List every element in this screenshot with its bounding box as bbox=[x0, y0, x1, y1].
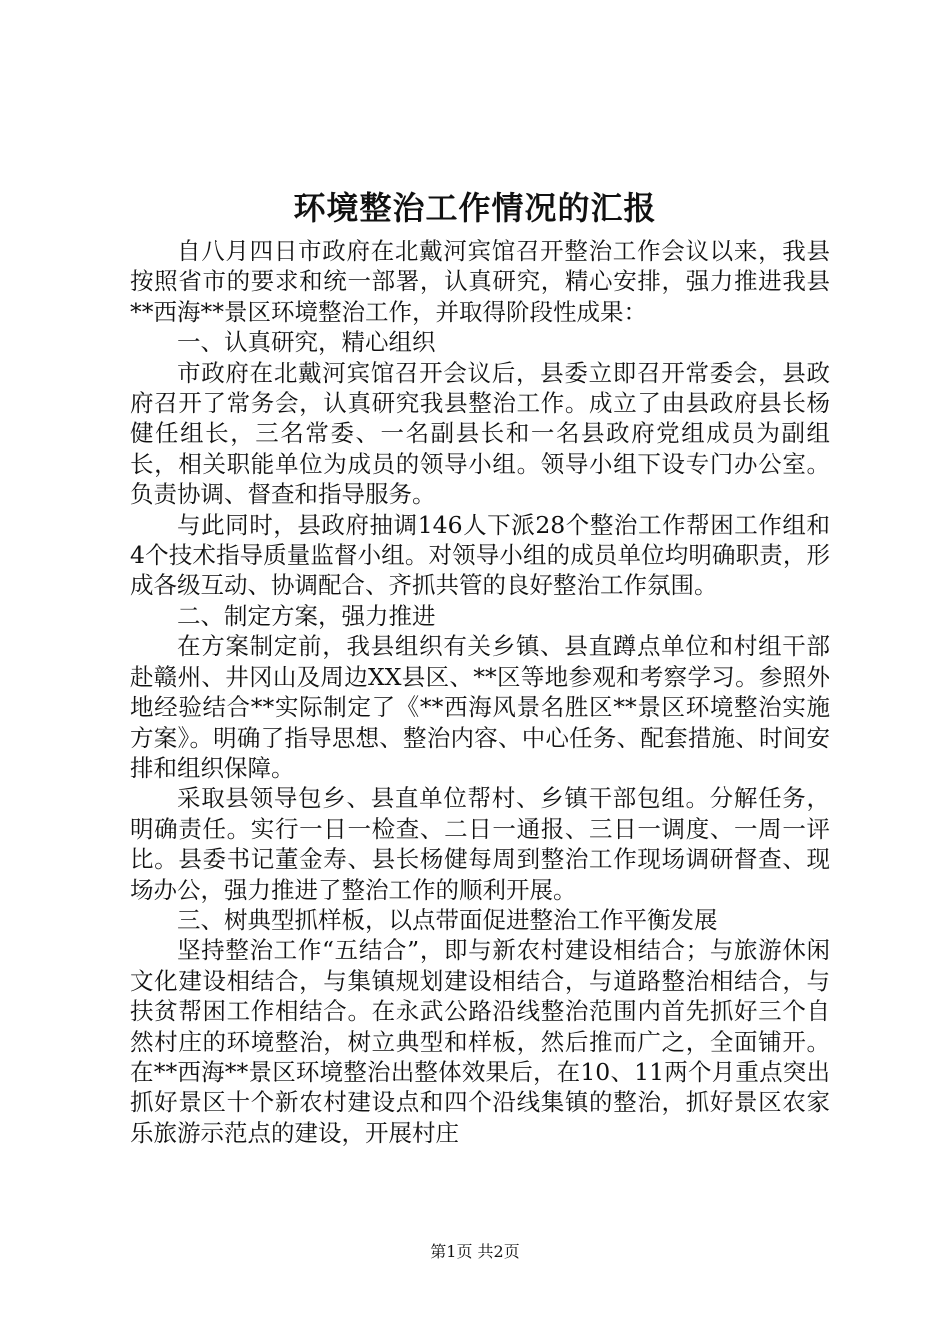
paragraph-section-1b: 与此同时，县政府抽调146人下派28个整治工作帮困工作组和4个技术指导质量监督小组。对领导小组的成员单位均明确职责，形成各级互动、协调配合、齐抓共管的良好整治工作氛围。 bbox=[130, 510, 830, 600]
page-footer: 第1页 共2页 bbox=[430, 1242, 520, 1261]
paragraph-section-1a: 市政府在北戴河宾馆召开会议后，县委立即召开常委会，县政府召开了常务会，认真研究我县整治工作。成立了由县政府县长杨健任组长，三名常委、一名副县长和一名县政府党组成员为副组长，相关职能单位为成员的领导小组。领导小组下设专门办公室。负责协调、督查和指导服务。 bbox=[130, 358, 830, 509]
paragraph-intro: 自八月四日市政府在北戴河宾馆召开整治工作会议以来，我县按照省市的要求和统一部署，认真研究，精心安排，强力推进我县**西海**景区环境整治工作，并取得阶段性成果： bbox=[130, 237, 830, 326]
section-heading-1: 一、认真研究，精心组织 bbox=[177, 328, 436, 357]
section-heading-3: 三、树典型抓样板，以点带面促进整治工作平衡发展 bbox=[177, 905, 718, 934]
paragraph-section-2a: 在方案制定前，我县组织有关乡镇、县直蹲点单位和村组干部赴赣州、井冈山及周边XX县区、**区等地参观和考察学习。参照外地经验结合**实际制定了《**西海风景名胜区**景区环境整治实施方案》。明确了指导思想、整治内容、中心任务、配套措施、时间安排和组织保障。 bbox=[130, 632, 830, 782]
paragraph-section-3a: 坚持整治工作“五结合”，即与新农村建设相结合；与旅游休闲文化建设相结合，与集镇规划建设相结合，与道路整治相结合，与扶贫帮困工作相结合。在永武公路沿线整治范围内首先抓好三个自然村庄的环境整治，树立典型和样板，然后推而广之，全面铺开。在**西海**景区环境整治出整体效果后，在10、11两个月重点突出抓好景区十个新农村建设点和四个沿线集镇的整治，抓好景区农家乐旅游示范点的建设，开展村庄 bbox=[130, 936, 830, 1147]
document-body bbox=[130, 236, 830, 1148]
document-title: 环境整治工作情况的汇报 bbox=[293, 189, 657, 227]
paragraph-section-2b: 采取县领导包乡、县直单位帮村、乡镇干部包组。分解任务，明确责任。实行一日一检查、二日一通报、三日一调度、一周一评比。县委书记董金寿、县长杨健每周到整治工作现场调研督查、现场办公，强力推进了整治工作的顺利开展。 bbox=[130, 784, 830, 904]
section-heading-2: 二、制定方案，强力推进 bbox=[177, 601, 436, 630]
